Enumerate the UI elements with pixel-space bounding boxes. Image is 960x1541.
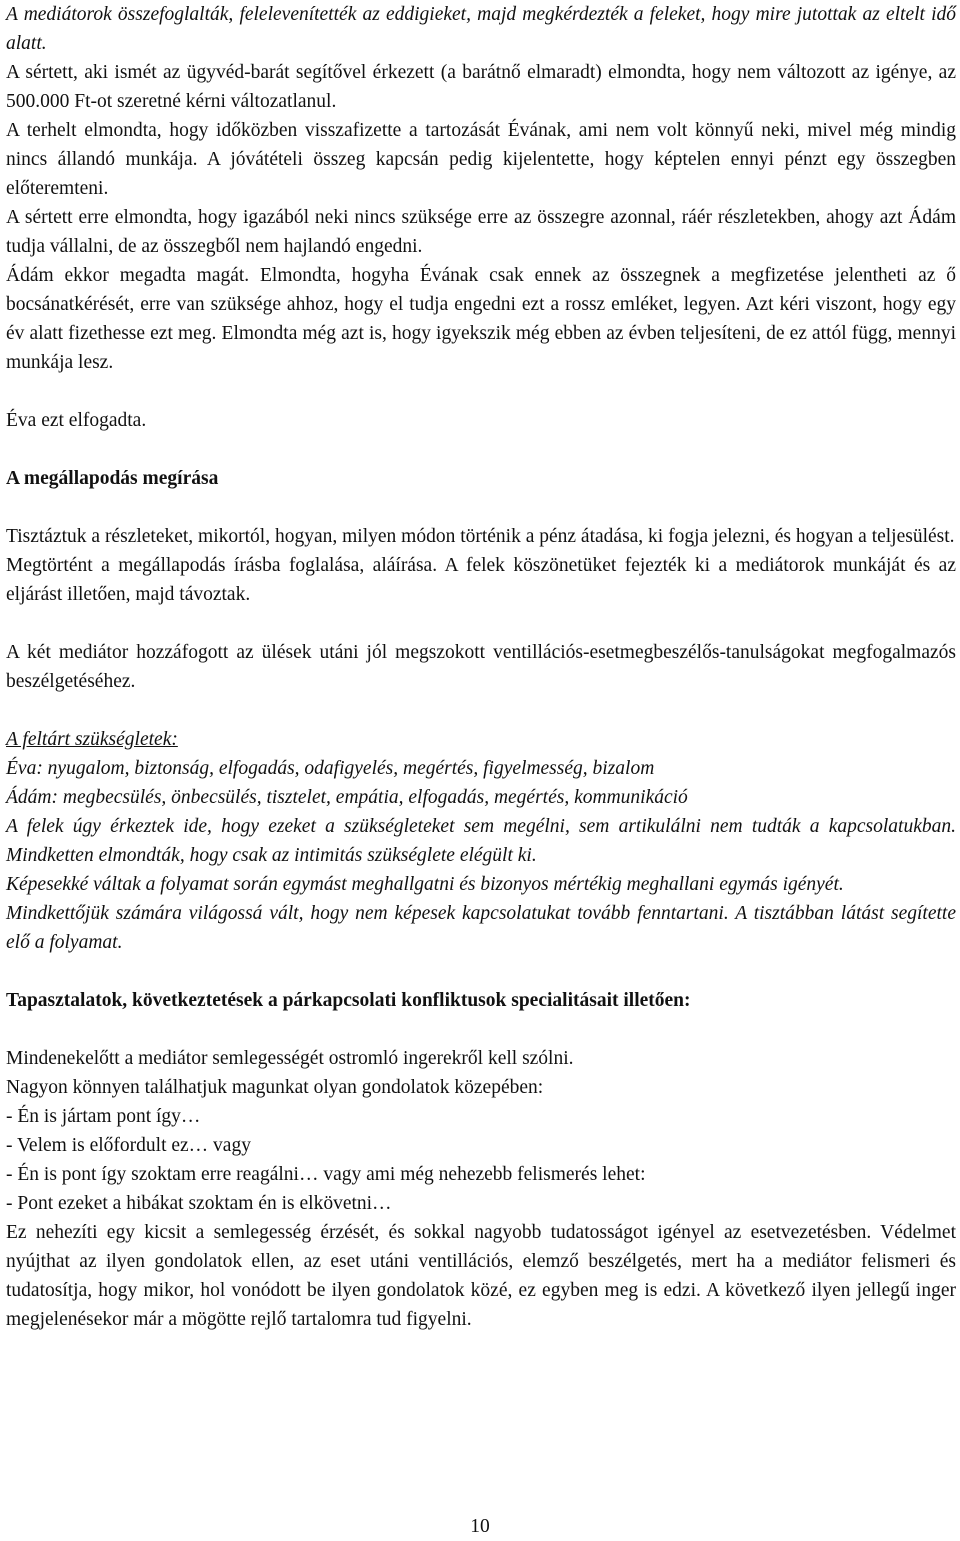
paragraph-details: Tisztáztuk a részleteket, mikortól, hogyan, milyen módon történik a pénz átadása, ki fogja jelezni, és hogyan a teljesülést. — [6, 526, 955, 547]
paragraph-conclusion: Ez nehezíti egy kicsit a semlegesség érzését, és sokkal nagyobb tudatosságot igényel az esetvezetésben. Védelmet nyújthat az ilyen gondolatok ellen, az eset utáni ventillációs, elemző beszélgetés, mert ha a mediátor felismeri és tudatosítja, hogy mikor, hol vonódott be ilyen gondolatok közé, ez egyben meg is edzi. A következő ilyen jellegű inger megjelenésekor már a mögötte rejlő tartalomra tud figyelni. — [6, 1222, 956, 1330]
paragraph-installments: A sértett erre elmondta, hogy igazából neki nincs szüksége erre az összegre azonnal, ráér részletekben, ahogy azt Ádám tudja vállalni, de az összegből nem hajlandó engedni. — [6, 207, 956, 257]
paragraph-neutrality: Mindenekelőtt a mediátor semlegességét ostromló ingerekről kell szólni. — [6, 1048, 574, 1069]
paragraph-eva-accepts: Éva ezt elfogadta. — [6, 410, 147, 431]
paragraph-thoughts-intro: Nagyon könnyen találhatjuk magunkat olyan gondolatok közepében: — [6, 1077, 544, 1098]
needs-adam: Ádám: megbecsülés, önbecsülés, tisztelet, empátia, elfogadás, megértés, kommunikáció — [6, 787, 688, 808]
needs-eva: Éva: nyugalom, biztonság, elfogadás, odafigyelés, megértés, figyelmesség, bizalom — [6, 758, 655, 779]
paragraph-victim-claim: A sértett, aki ismét az ügyvéd-barát segítővel érkezett (a barátnő elmaradt) elmondta, hogy nem változott az igénye, az 500.000 Ft-ot szeretné kérni változatlanul. — [6, 62, 956, 112]
page-number: 10 — [470, 1516, 490, 1537]
paragraph-listening: Képesekké váltak a folyamat során egymást meghallgatni és bizonyos mértékig meghallani egymás igényét. — [6, 874, 844, 895]
paragraph-clarity: Mindkettőjük számára világossá vált, hogy nem képesek kapcsolatukat tovább fenntartani. A tisztábban látást segítette elő a folyamat. — [6, 903, 956, 953]
paragraph-summary: A mediátorok összefoglalták, felelevenítették az eddigieket, majd megkérdezték a feleket, hogy mire jutottak az eltelt idő alatt. — [6, 4, 956, 54]
heading-experiences: Tapasztalatok, következtetések a párkapcsolati konfliktusok specialitásait illetően: — [6, 990, 691, 1011]
list-item: - Pont ezeket a hibákat szoktam én is elkövetni… — [6, 1193, 392, 1214]
list-item: - Én is jártam pont így… — [6, 1106, 201, 1127]
paragraph-debrief: A két mediátor hozzáfogott az ülések utáni jól megszokott ventillációs-esetmegbeszélős-tanulságokat megfogalmazós beszélgetéséhez. — [6, 642, 956, 692]
paragraph-adam-agrees: Ádám ekkor megadta magát. Elmondta, hogyha Évának csak ennek az összegnek a megfizetése jelentheti az ő bocsánatkérését, erre van szüksége ahhoz, hogy el tudja engedni ezt a rossz emléket, legyen. Azt kéri viszont, hogy egy év alatt fizethesse ezt meg. Elmondta még azt is, hogy igyekszik még ebben az évben teljesíteni, de ez attól függ, mennyi munkája lesz. — [6, 265, 956, 373]
list-item: - Velem is előfordult ez… vagy — [6, 1135, 251, 1156]
paragraph-needs-unmet: A felek úgy érkeztek ide, hogy ezeket a szükségleteket sem megélni, sem artikulálni nem tudták a kapcsolatukban. Mindketten elmondták, hogy csak az intimitás szükséglete elégült ki. — [6, 816, 956, 866]
paragraph-signing: Megtörtént a megállapodás írásba foglalása, aláírása. A felek köszönetüket fejezték ki a mediátorok munkáját és az eljárást illetően, majd távoztak. — [6, 555, 956, 605]
heading-agreement: A megállapodás megírása — [6, 468, 219, 489]
list-item: - Én is pont így szoktam erre reagálni… vagy ami még nehezebb felismerés lehet: — [6, 1164, 646, 1185]
needs-title: A feltárt szükségletek: — [6, 729, 178, 750]
document-page — [6, 0, 956, 1334]
paragraph-accused-response: A terhelt elmondta, hogy időközben visszafizette a tartozását Évának, ami nem volt könnyű neki, mivel még mindig nincs állandó munkája. A jóvátételi összeg kapcsán pedig kijelentette, hogy képtelen ennyi pénzt egy összegben előteremteni. — [6, 120, 956, 199]
